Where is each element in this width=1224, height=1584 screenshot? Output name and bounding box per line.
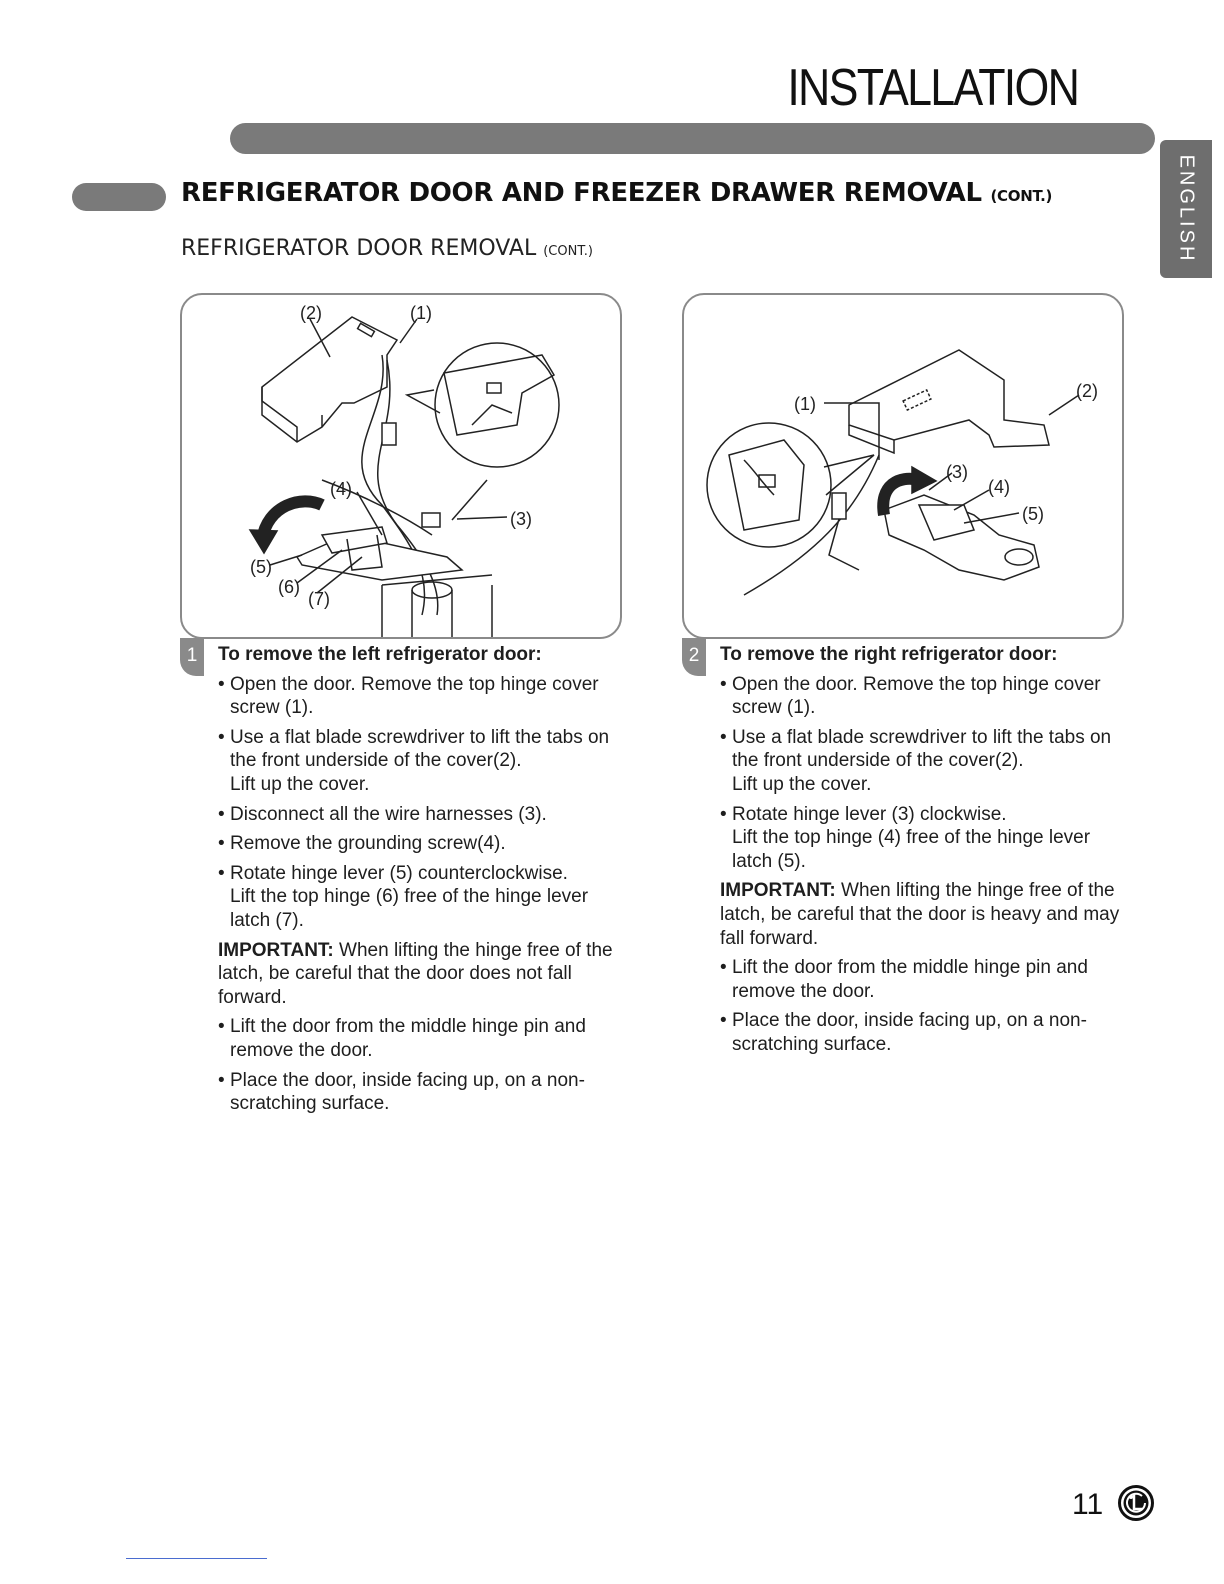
step-number-badge: 1: [180, 638, 204, 676]
left-callout-6: (6): [278, 577, 300, 597]
left-callout-7: (7): [308, 589, 330, 609]
left-callout-3: (3): [510, 509, 532, 529]
important-note: [218, 939, 628, 1010]
step-2-instructions: [720, 643, 1130, 1063]
list-item: • Open the door. Remove the top hinge cover screw (1).: [218, 673, 628, 720]
right-callout-5: (5): [1022, 504, 1044, 524]
list-item: • Lift the door from the middle hinge pin and remove the door.: [218, 1015, 628, 1062]
left-callout-1: (1): [410, 303, 432, 323]
left-door-illustration: [180, 293, 622, 639]
step-title: To remove the left refrigerator door:: [218, 644, 542, 665]
important-text: When lifting the hinge free of the latch, be careful that the door is heavy and may fall forward.: [720, 880, 1120, 949]
main-heading-suffix: (CONT.): [990, 187, 1053, 205]
step-number-badge: 2: [682, 638, 706, 676]
step-2-list-before: [720, 673, 1130, 874]
footer-rule: [126, 1558, 267, 1559]
header-bar: [230, 123, 1155, 154]
right-callout-2: (2): [1076, 381, 1098, 401]
left-callout-4: (4): [330, 479, 352, 499]
language-tab-label: ENGLISH: [1175, 154, 1198, 264]
main-heading: [181, 178, 1052, 208]
left-callout-5: (5): [250, 557, 272, 577]
list-item: • Use a flat blade screwdriver to lift the tabs on the front underside of the cover(2). Lift up the cover.: [218, 726, 628, 797]
lg-logo-icon: [1118, 1485, 1154, 1521]
important-text: When lifting the hinge free of the latch, be careful that the door does not fall forward.: [218, 939, 613, 1008]
heading-marker: [72, 183, 166, 211]
left-callout-2: (2): [300, 303, 322, 323]
right-callout-4: (4): [988, 477, 1010, 497]
right-callout-1: (1): [794, 394, 816, 414]
list-item: • Rotate hinge lever (5) counterclockwise. Lift the top hinge (6) free of the hinge lever latch (7).: [218, 862, 628, 933]
important-label: IMPORTANT:: [218, 939, 334, 961]
step-1-instructions: [218, 643, 628, 1122]
list-item: • Place the door, inside facing up, on a non-scratching surface.: [720, 1009, 1130, 1056]
sub-heading-text: REFRIGERATOR DOOR REMOVAL: [181, 236, 537, 261]
list-item: • Lift the door from the middle hinge pin and remove the door.: [720, 956, 1130, 1003]
right-door-diagram: [684, 295, 1122, 637]
list-item: • Use a flat blade screwdriver to lift the tabs on the front underside of the cover(2). Lift up the cover.: [720, 726, 1130, 797]
main-heading-text: REFRIGERATOR DOOR AND FREEZER DRAWER REMOVAL: [181, 178, 982, 208]
list-item: • Rotate hinge lever (3) clockwise. Lift the top hinge (4) free of the hinge lever latch (5).: [720, 803, 1130, 874]
language-tab: [1160, 140, 1212, 278]
step-1-list-after: [218, 1015, 628, 1115]
step-2-list-after: [720, 956, 1130, 1056]
right-callout-3: (3): [946, 462, 968, 482]
important-label: IMPORTANT:: [720, 880, 836, 902]
right-door-illustration: [682, 293, 1124, 639]
step-title: To remove the right refrigerator door:: [720, 644, 1058, 665]
sub-heading: [181, 236, 593, 261]
list-item: • Open the door. Remove the top hinge cover screw (1).: [720, 673, 1130, 720]
step-1-list-before: [218, 673, 628, 933]
page-number: 11: [1072, 1488, 1104, 1521]
important-note: [720, 879, 1130, 950]
list-item: • Place the door, inside facing up, on a non-scratching surface.: [218, 1069, 628, 1116]
list-item: • Disconnect all the wire harnesses (3).: [218, 803, 628, 827]
list-item: • Remove the grounding screw(4).: [218, 832, 628, 856]
section-title: INSTALLATION: [787, 59, 1078, 117]
left-door-diagram: [182, 295, 620, 637]
sub-heading-suffix: (CONT.): [543, 244, 593, 259]
